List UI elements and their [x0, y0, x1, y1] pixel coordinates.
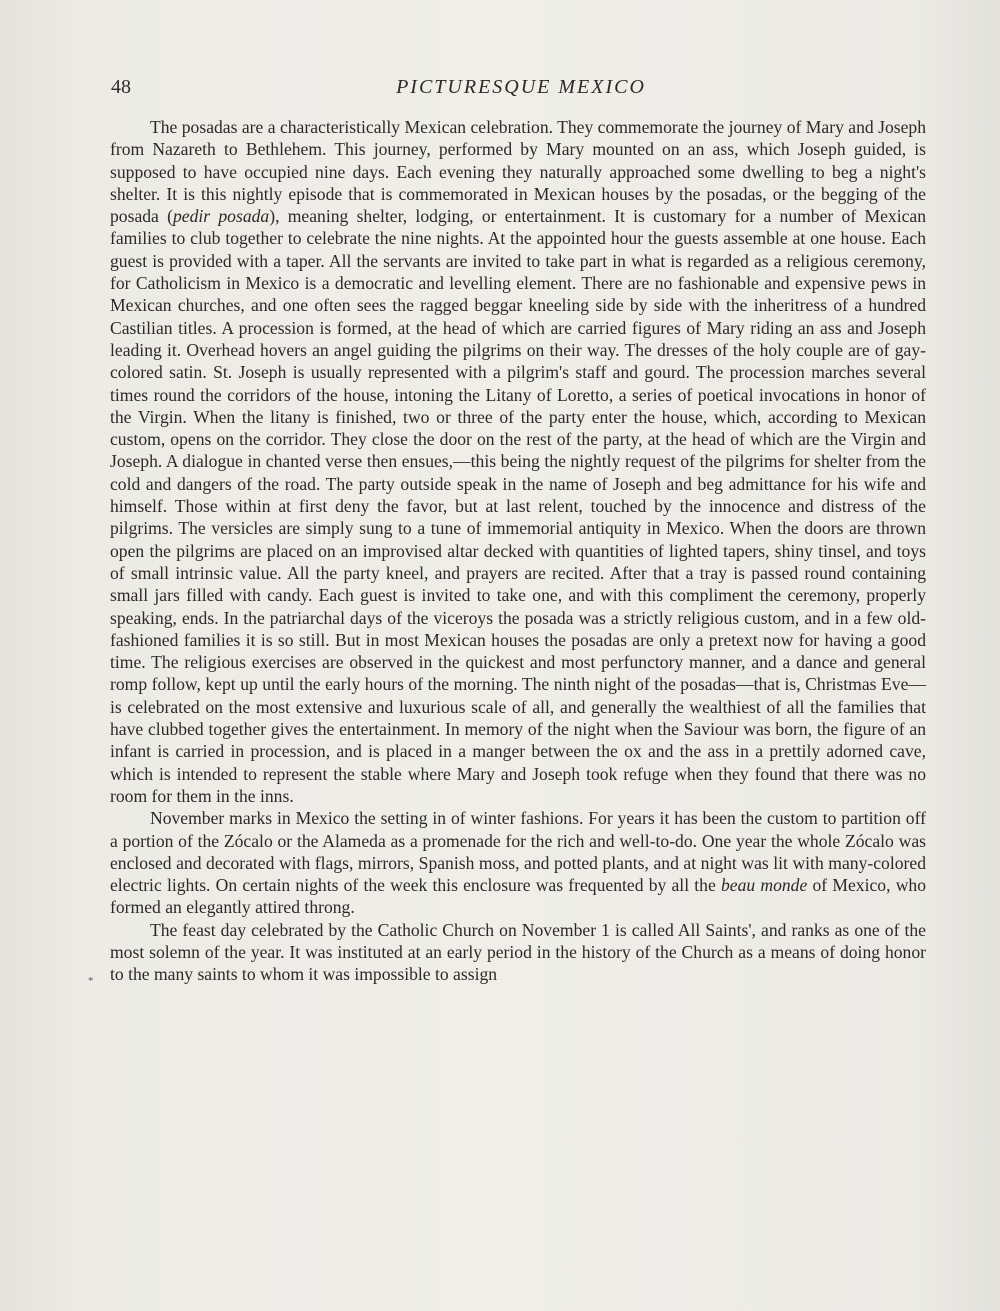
page-header: [111, 76, 931, 106]
italic-phrase: pedir posada: [172, 206, 270, 227]
paragraph: The feast day celebrated by the Catholic Church on November 1 is called All Saints', and ranks as one of the most solemn of the year. It was instituted at an early period in the history of the Church as a means of doing honor to the many saints to whom it was impossible to assign: [110, 919, 926, 985]
page-number: 48: [111, 76, 131, 98]
running-title: PICTURESQUE MEXICO: [396, 76, 646, 98]
body-text: [110, 116, 926, 986]
paragraph: The posadas are a characteristically Mexican celebration. They commemorate the journey of Mary and Joseph from Nazareth to Bethlehem. This journey, performed by Mary mounted on an ass, which Joseph guided, is supposed to have occupied nine days. Each evening they naturally approached some dwelling to beg a night's shelter. It is this nightly episode that is commemorated in Mexican houses by the posadas, or the begging of the posada (pedir posada), meaning shelter, lodging, or entertainment. It is customary for a number of Mexican families to club together to celebrate the nine nights. At the appointed hour the guests assemble at one house. Each guest is provided with a taper. All the servants are invited to take part in what is regarded as a religious ceremony, for Catholicism in Mexico is a democratic and levelling element. There are no fashionable and expensive pews in Mexican churches, and one often sees the ragged beggar kneeling side by side with the inheritress of a hundred Castilian titles. A procession is formed, at the head of which are carried figures of Mary riding an ass and Joseph leading it. Overhead hovers an angel guiding the pilgrims on their way. The dresses of the holy couple are of gay-colored satin. St. Joseph is usually represented with a pilgrim's staff and gourd. The procession marches several times round the corridors of the house, intoning the Litany of Loretto, a series of poetical invocations in honor of the Virgin. When the litany is finished, two or three of the party enter the house, which, according to Mexican custom, opens on the corridor. They close the door on the rest of the party, at the head of which are the Virgin and Joseph. A dialogue in chanted verse then ensues,—this being the nightly request of the pilgrims for shelter from the cold and dangers of the road. The party outside speak in the name of Joseph and beg admittance for his wife and himself. Those within at first deny the favor, but at last relent, touched by the innocence and distress of the pilgrims. The versicles are simply sung to a tune of immemorial antiquity in Mexico. When the doors are thrown open the pilgrims are placed on an improvised altar decked with quantities of lighted tapers, shiny tinsel, and toys of small intrinsic value. All the party kneel, and prayers are recited. After that a tray is passed round containing small jars filled with candy. Each guest is invited to take one, and with this compliment the ceremony, properly speaking, ends. In the patriarchal days of the viceroys the posada was a strictly religious custom, and in a few old-fashioned families it is so still. But in most Mexican houses the posadas are only a pretext now for having a good time. The religious exercises are observed in the quickest and most perfunctory manner, and a dance and general romp follow, kept up until the early hours of the morning. The ninth night of the posadas—that is, Christmas Eve—is celebrated on the most extensive and luxurious scale of all, and generally the wealthiest of all the families that have clubbed together gives the entertainment. In memory of the night when the Saviour was born, the figure of an infant is carried in procession, and is placed in a manger between the ox and the ass in a prettily adorned cave, which is intended to represent the stable where Mary and Joseph took refuge when they found that there was no room for them in the inns.: [110, 117, 926, 806]
margin-mark: *: [88, 975, 94, 987]
paragraph: November marks in Mexico the setting in of winter fashions. For years it has been the custom to partition off a portion of the Zócalo or the Alameda as a promenade for the rich and well-to-do. One year the whole Zócalo was enclosed and decorated with flags, mirrors, Spanish moss, and potted plants, and at night was lit with many-colored electric lights. On certain nights of the week this enclosure was frequented by all the beau monde of Mexico, who formed an elegantly attired throng.: [110, 808, 926, 918]
italic-phrase: beau monde: [720, 875, 808, 896]
